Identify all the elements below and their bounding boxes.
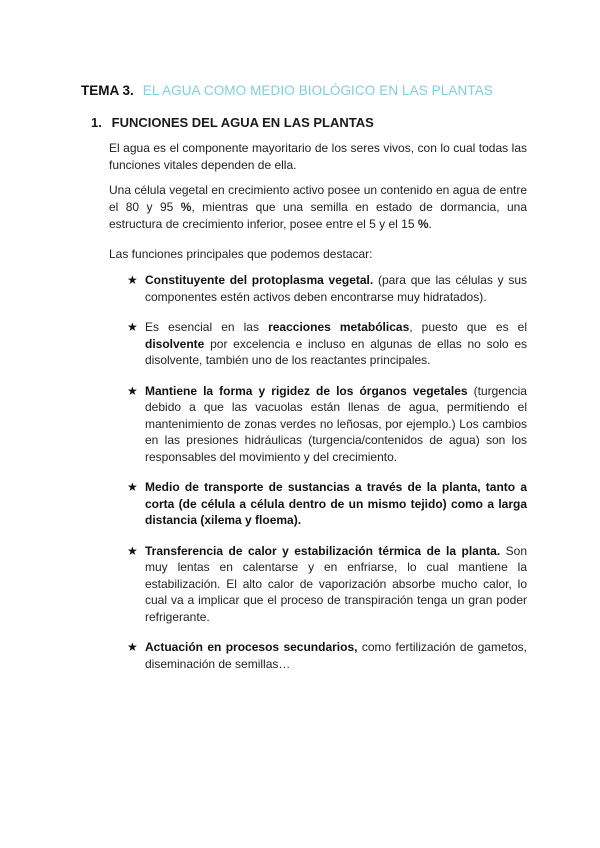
list-item bbox=[127, 479, 527, 529]
bold-text: Transferencia de calor y estabilización térmica de la planta. bbox=[145, 543, 501, 558]
document-title bbox=[81, 83, 493, 98]
text-run: Son muy lentas en calentarse y en enfriarse, lo cual mantiene la estabilización. El alto calor de vaporización absorbe mucho calor, lo cual va a implicar que el proceso de transpiración tenga un gran poder refrigerante. bbox=[145, 543, 528, 624]
bold-text: Medio de transporte de sustancias a través de la planta, tanto a corta (de célula a célula dentro de un mismo tejido) como a larga distancia (xilema y floema). bbox=[145, 480, 527, 527]
percent-sign: % bbox=[180, 200, 192, 214]
list-item bbox=[127, 319, 527, 369]
tema-label: TEMA 3. bbox=[81, 83, 134, 98]
star-bullet-icon: ★ bbox=[127, 640, 138, 654]
section-heading bbox=[91, 115, 374, 130]
bold-text: reacciones metabólicas bbox=[268, 320, 410, 334]
functions-list bbox=[127, 272, 527, 686]
section-number: 1. bbox=[91, 115, 102, 130]
bold-text: disolvente bbox=[145, 336, 205, 351]
percent-sign: % bbox=[417, 217, 429, 231]
text-run: (para que las células y sus componentes estén activos deben encontrarse muy hidratados). bbox=[145, 273, 528, 304]
star-bullet-icon: ★ bbox=[127, 543, 138, 558]
text-run: Una célula vegetal en crecimiento activo posee un contenido en agua de entre el 80 y 95 bbox=[109, 183, 527, 214]
bold-text: Constituyente del protoplasma vegetal. bbox=[145, 273, 374, 287]
star-bullet-icon: ★ bbox=[127, 383, 138, 398]
bold-text: Actuación en procesos secundarios, bbox=[145, 640, 358, 654]
paragraph-intro: El agua es el componente mayoritario de los seres vivos, con lo cual todas las funciones vitales dependen de ella. bbox=[109, 141, 527, 172]
paragraph-water-content bbox=[109, 182, 527, 233]
tema-title: EL AGUA COMO MEDIO BIOLÓGICO EN LAS PLANTAS bbox=[142, 83, 493, 98]
bold-text: Mantiene la forma y rigidez de los órganos vegetales bbox=[145, 383, 468, 398]
star-bullet-icon: ★ bbox=[127, 480, 138, 494]
text-run: , puesto que es el bbox=[409, 320, 528, 334]
text-run: Es esencial en las bbox=[145, 320, 269, 334]
text-run: (turgencia debido a que las vacuolas están llenas de agua, permitiendo el mantenimiento de zonas verdes no leñosas, por ejemplo.) Los cambios en las presiones hidráulicas (turgencia/contenidos de agua) son los responsables del movimiento y del crecimiento. bbox=[145, 383, 527, 464]
star-bullet-icon: ★ bbox=[127, 273, 138, 287]
text-run: por excelencia e incluso en algunas de ellas no solo es disolvente, también uno de los reactantes principales. bbox=[145, 336, 527, 367]
list-item bbox=[127, 639, 527, 672]
paragraph-functions-intro: Las funciones principales que podemos destacar: bbox=[109, 247, 373, 261]
text-run: como fertilización de gametos, diseminación de semillas… bbox=[145, 640, 527, 671]
text-run: , mientras que una semilla en estado de dormancia, una estructura de crecimiento inferior, posee entre el 5 y el 15 bbox=[109, 200, 527, 231]
star-bullet-icon: ★ bbox=[127, 320, 138, 334]
section-title: FUNCIONES DEL AGUA EN LAS PLANTAS bbox=[111, 115, 374, 130]
list-item bbox=[127, 272, 527, 305]
text-run: . bbox=[428, 217, 432, 231]
list-item bbox=[127, 383, 527, 466]
list-item bbox=[127, 543, 527, 626]
